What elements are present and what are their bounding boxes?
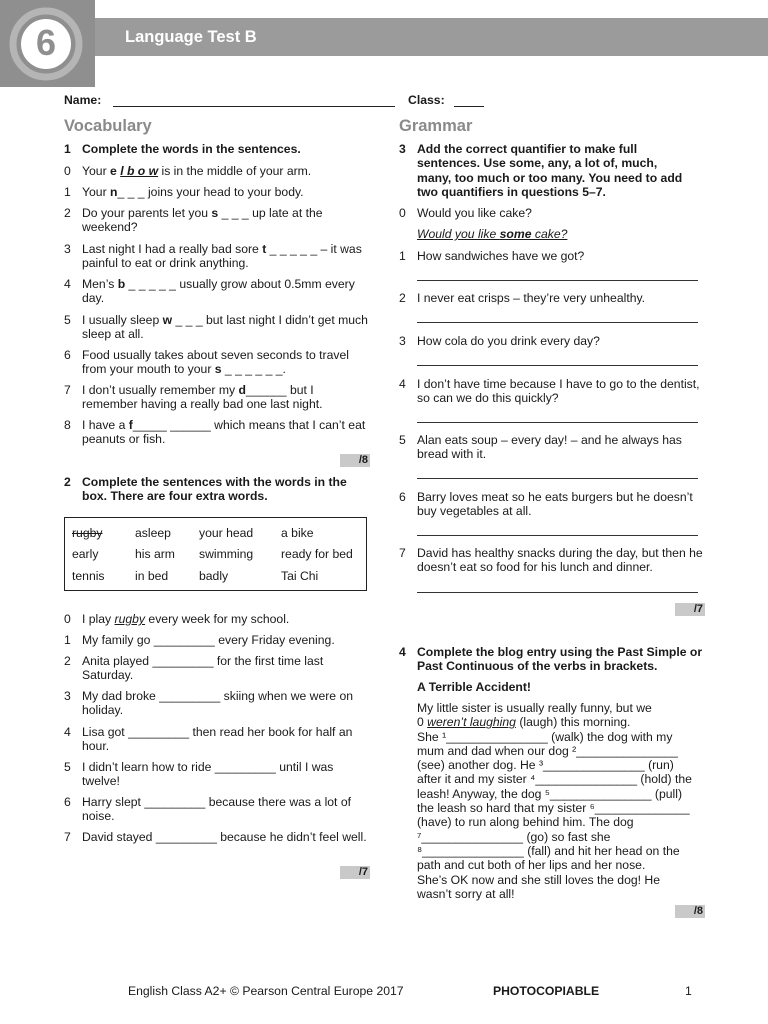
name-field[interactable]: [113, 106, 395, 107]
item-text: David has healthy snacks during the day, but then he doesn’t eat so food for his lunch and dinner.: [417, 546, 703, 575]
q2-item: 3 My dad broke _________ skiing when we were on holiday.: [64, 689, 354, 718]
blog-line: wasn’t sorry at all!: [417, 886, 515, 901]
item-number: 4: [64, 725, 71, 739]
q3-item: [399, 490, 705, 519]
blog-line: mum and dad when our dog ²_______________: [417, 743, 678, 758]
q1-item: 3 Last night I had a really bad sore t _ _ _ _ _ – it was painful to eat or drink anything.: [64, 242, 362, 271]
q1-item: 6 Food usually takes about seven seconds to travel from your mouth to your s _ _ _ _ _ _.: [64, 348, 349, 377]
q2-item: 0 I play rugby every week for my school.: [64, 612, 290, 626]
word-box-item: his arm: [135, 547, 175, 561]
answer-blank[interactable]: _________: [214, 760, 276, 774]
q3-item: [399, 546, 705, 575]
item-text: I don’t have time because I have to go to the dentist, so can we do this quickly?: [417, 377, 700, 406]
word-box-item: Tai Chi: [281, 569, 319, 583]
q3-item: [399, 291, 705, 305]
vocabulary-title: Vocabulary: [64, 117, 152, 135]
item-number: 2: [64, 206, 71, 220]
blog-line: ⁷_______________ (go) so fast she: [417, 829, 611, 844]
blog-line: after it and my sister ⁴_______________ (hold) the: [417, 772, 692, 787]
answer-line[interactable]: [417, 535, 698, 536]
grammar-title: Grammar: [399, 117, 473, 135]
item-number: 1: [399, 249, 406, 263]
blog-line: (see) another dog. He ³_______________ (run): [417, 758, 674, 773]
q3-item: [399, 249, 705, 263]
word-box-item: your head: [199, 526, 254, 540]
q2-score: /7: [340, 866, 370, 879]
item-number: 6: [64, 348, 71, 362]
q1-item: 2 Do your parents let you s _ _ _ up late at the weekend?: [64, 206, 323, 235]
q1-item: 4 Men’s b _ _ _ _ _ usually grow about 0.5mm every day.: [64, 277, 355, 306]
item-text: I never eat crisps – they’re very unhealthy.: [417, 291, 646, 305]
blog-line: the leash so hard that my sister ⁶______________: [417, 801, 690, 816]
answer-blank[interactable]: _________: [152, 654, 214, 668]
q2-item: 1 My family go _________ every Friday evening.: [64, 633, 335, 647]
word-box-item: swimming: [199, 547, 254, 561]
item-number: 5: [399, 433, 406, 447]
item-number: 4: [64, 277, 71, 291]
q2-item: 2 Anita played _________ for the first time last Saturday.: [64, 654, 324, 683]
blog-title: A Terrible Accident!: [417, 680, 531, 694]
q4-score: /8: [675, 905, 705, 918]
word-box-item: rugby: [72, 526, 103, 540]
word-box-item: ready for bed: [281, 547, 353, 561]
item-text: How sandwiches have we got?: [417, 249, 585, 263]
item-text: How cola do you drink every day?: [417, 334, 600, 348]
answer-line[interactable]: [417, 322, 698, 323]
answer-example: rugby: [114, 612, 146, 626]
item-number: 6: [64, 795, 71, 809]
word-box: [64, 517, 367, 591]
answer-line[interactable]: [417, 478, 698, 479]
item-text: Barry loves meat so he eats burgers but he doesn’t buy vegetables at all.: [417, 490, 693, 519]
q1-score: /8: [340, 454, 370, 467]
q1-item: 0 Your e l b o w is in the middle of your arm.: [64, 164, 312, 178]
item-number: 3: [64, 689, 71, 703]
item-text: Alan eats soup – every day! – and he always has bread with it.: [417, 433, 682, 462]
q2-item: 4 Lisa got _________ then read her book for half an hour.: [64, 725, 353, 754]
q3-item: [399, 377, 705, 406]
blog-line: leash! Anyway, the dog ⁵_______________ (pull): [417, 786, 683, 801]
q1-item: 5 I usually sleep w _ _ _ but last night I didn’t get much sleep at all.: [64, 313, 368, 342]
answer-blank[interactable]: _________: [153, 633, 215, 647]
instruction-line: Add the correct quantifier to make full: [417, 142, 638, 156]
answer-blank[interactable]: _________: [159, 689, 221, 703]
item-number: 1: [64, 185, 71, 199]
answer-example: l b o w: [120, 164, 159, 178]
item-number: 0: [64, 164, 71, 178]
word-box-item: badly: [199, 569, 229, 583]
item-number: 5: [64, 760, 71, 774]
unit-badge: [0, 0, 95, 87]
answer-line[interactable]: [417, 422, 698, 423]
q3-item: [399, 334, 705, 348]
blog-line: 0 weren’t laughing (laugh) this morning.: [417, 715, 631, 730]
word-box-item: tennis: [72, 569, 105, 583]
name-label: Name:: [64, 93, 102, 107]
answer-blank[interactable]: _________: [128, 725, 190, 739]
answer-line[interactable]: [417, 280, 698, 281]
unit-number: 6: [35, 22, 57, 63]
footer-page-number: 1: [685, 984, 692, 998]
q3-example-answer: Would you like some cake?: [417, 227, 568, 241]
item-number: 7: [64, 830, 71, 844]
answer-line[interactable]: [417, 592, 698, 593]
item-number: 5: [64, 313, 71, 327]
q1-item: 8 I have a f_____ ______ which means that I can’t eat peanuts or fish.: [64, 418, 366, 447]
item-number: 6: [399, 490, 406, 504]
q3-example: 0 Would you like cake?: [399, 206, 532, 220]
instruction-line: many, too much or too many. You need to add: [417, 170, 683, 185]
page-title: Language Test B: [125, 28, 257, 46]
q2-instruction: 2 Complete the sentences with the words in the box. There are four extra words.: [64, 475, 347, 504]
q1-item: 7 I don’t usually remember my d______ but I remember having a really bad one last night.: [64, 383, 323, 412]
footer-photocopiable: PHOTOCOPIABLE: [493, 984, 600, 998]
class-label: Class:: [408, 93, 445, 107]
class-field[interactable]: [454, 106, 484, 107]
blog-line: ⁸_______________ (fall) and hit her head on the: [417, 843, 680, 858]
word-box-item: a bike: [281, 526, 314, 540]
footer-copyright: English Class A2+ © Pearson Central Europe 2017: [128, 984, 404, 998]
item-number: 3: [64, 242, 71, 256]
q2-item: 7 David stayed _________ because he didn’t feel well.: [64, 830, 367, 844]
q1-item: 1 Your n_ _ _ joins your head to your body.: [64, 185, 304, 199]
q3-score: /7: [675, 603, 705, 616]
item-number: 1: [64, 633, 71, 647]
q4-instruction: 4 Complete the blog entry using the Past Simple or Past Continuous of the verbs in brackets.: [399, 645, 703, 674]
blog-text: [417, 701, 707, 901]
blog-line: path and cut both of her lips and her nose.: [417, 858, 646, 873]
item-number: 2: [64, 654, 71, 668]
instruction-line: sentences. Use some, any, a lot of, much,: [417, 156, 658, 171]
item-number: 8: [64, 418, 71, 432]
item-number: 7: [399, 546, 406, 560]
answer-example: weren’t laughing: [427, 715, 516, 730]
name-class-row: [64, 93, 484, 107]
answer-blank[interactable]: _________: [144, 795, 206, 809]
item-number: 4: [399, 377, 406, 391]
answer-blank[interactable]: _________: [155, 830, 217, 844]
blog-line: She’s OK now and she still loves the dog! He: [417, 872, 660, 887]
q1-instruction: 1 Complete the words in the sentences.: [64, 142, 301, 156]
blog-line: My little sister is usually really funny, but we: [417, 701, 652, 715]
word-box-item: asleep: [135, 526, 171, 540]
word-box-item: in bed: [135, 569, 169, 583]
q3-instruction: 3 Add the correct quantifier to make full sentences. Use some, any, a lot of, much, many, too much or too many. You need to add two quantifiers in questions 5–7.: [399, 142, 709, 199]
word-box-item: early: [72, 547, 99, 561]
blog-line: She ¹_______________ (walk) the dog with my: [417, 729, 673, 744]
blog-line: (have) to run along behind him. The dog: [417, 815, 634, 830]
item-number: 7: [64, 383, 71, 397]
instruction-line: two quantifiers in questions 5–7.: [417, 184, 606, 199]
answer-line[interactable]: [417, 365, 698, 366]
q3-item: [399, 433, 705, 462]
q2-item: 6 Harry slept _________ because there was a lot of noise.: [64, 795, 351, 824]
item-number: 0: [64, 612, 71, 626]
item-number: 2: [399, 291, 406, 305]
item-number: 3: [399, 334, 406, 348]
q2-item: 5 I didn’t learn how to ride _________ until I was twelve!: [64, 760, 334, 789]
